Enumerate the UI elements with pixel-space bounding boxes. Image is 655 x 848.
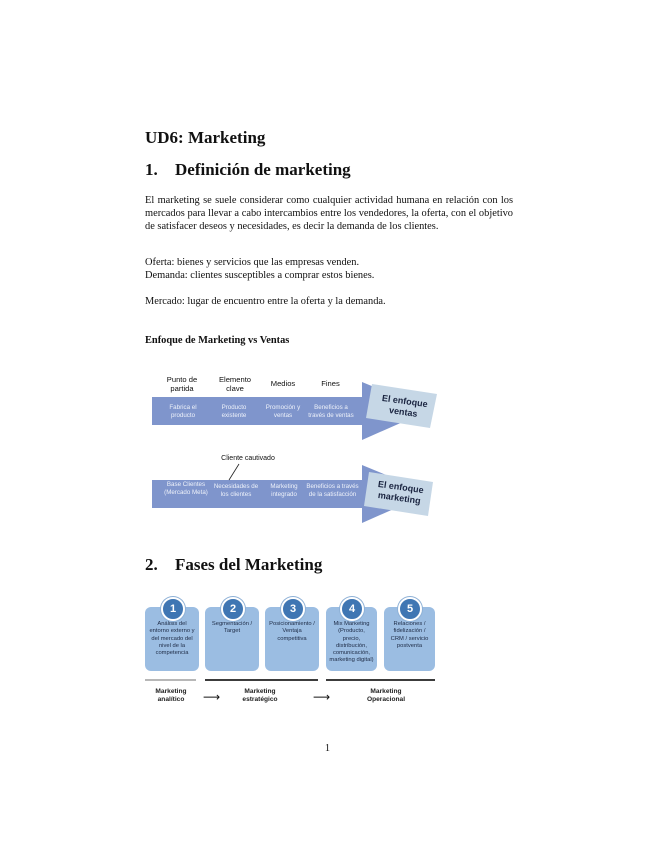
marketing-band-1: Base Clientes (Mercado Meta) (164, 481, 208, 496)
fase-card-3-text: Posicionamiento / Ventaja competitiva (269, 621, 315, 642)
arrow-right-icon: ⟶ (313, 690, 331, 704)
fase-badge-1: 1 (161, 597, 185, 621)
ventas-header-3: Medios (270, 379, 296, 388)
section-1-number: 1. (145, 160, 158, 179)
fase-badge-4: 4 (340, 597, 364, 621)
document-title: UD6: Marketing (145, 128, 266, 147)
ventas-header-4: Fines (321, 379, 340, 388)
marketing-band-3: Marketing integrado (270, 483, 298, 498)
marketing-band-2: Necesidades de los clientes (213, 483, 259, 498)
phase-label-operacional: Marketing Operacional (366, 688, 406, 703)
arrow-right-icon: ⟶ (203, 690, 221, 704)
ventas-band-3: Promoción y ventas (265, 404, 301, 419)
fase-card-1-text: Análisis del entorno externo y del mercado del nivel de la competencia (149, 621, 195, 657)
ventas-band-4: Beneficios a través de ventas (308, 404, 354, 419)
phase-rule-estrategico (205, 679, 318, 681)
fase-badge-5: 5 (398, 597, 422, 621)
ventas-header-1: Punto de partida (166, 375, 198, 393)
section-1-title: Definición de marketing (175, 160, 351, 179)
oferta-line: Oferta: bienes y servicios que las empresas venden. (145, 257, 360, 268)
demanda-line: Demanda: clientes susceptibles a comprar estos bienes. (145, 270, 375, 281)
ventas-panel-label: El enfoque ventas (381, 392, 429, 419)
phase-label-estrategico: Marketing estratégico (242, 688, 278, 703)
phase-rule-analitico (145, 679, 196, 681)
fase-card-5-text: Relaciones / fidelización / CRM / servicio postventa (390, 621, 429, 649)
marketing-panel-label: El enfoque marketing (377, 478, 425, 506)
mercado-line: Mercado: lugar de encuentro entre la oferta y la demanda. (145, 296, 386, 307)
section-2-heading (145, 555, 322, 575)
fase-card-4-text: Mix Marketing (Producto, precio, distribución, comunicación, marketing digital) (329, 621, 374, 664)
section-2-title: Fases del Marketing (175, 555, 323, 574)
ventas-band-1: Fabrica el producto (169, 404, 197, 419)
fase-badge-2: 2 (221, 597, 245, 621)
phase-rule-operacional (326, 679, 435, 681)
section-2-number: 2. (145, 555, 158, 574)
ventas-band-2: Producto existente (221, 404, 247, 419)
marketing-band-4: Beneficios a través de la satisfacción (306, 483, 359, 498)
intro-paragraph: El marketing se suele considerar como cualquier actividad humana en relación con los mercados para llevar a cabo intercambios entre los vendedores, la oferta, con el objetivo de satisfacer deseos y necesidades, es decir la demanda de los clientes. (145, 195, 513, 232)
phase-label-analitico: Marketing analítico (155, 688, 187, 703)
marketing-callout: Cliente cautivado (221, 455, 275, 462)
subheading-enfoque: Enfoque de Marketing vs Ventas (145, 335, 290, 346)
fase-card-2-text: Segmentación / Target (211, 621, 253, 635)
fase-badge-3: 3 (281, 597, 305, 621)
ventas-header-2: Elemento clave (218, 375, 252, 393)
page-number: 1 (324, 743, 331, 754)
